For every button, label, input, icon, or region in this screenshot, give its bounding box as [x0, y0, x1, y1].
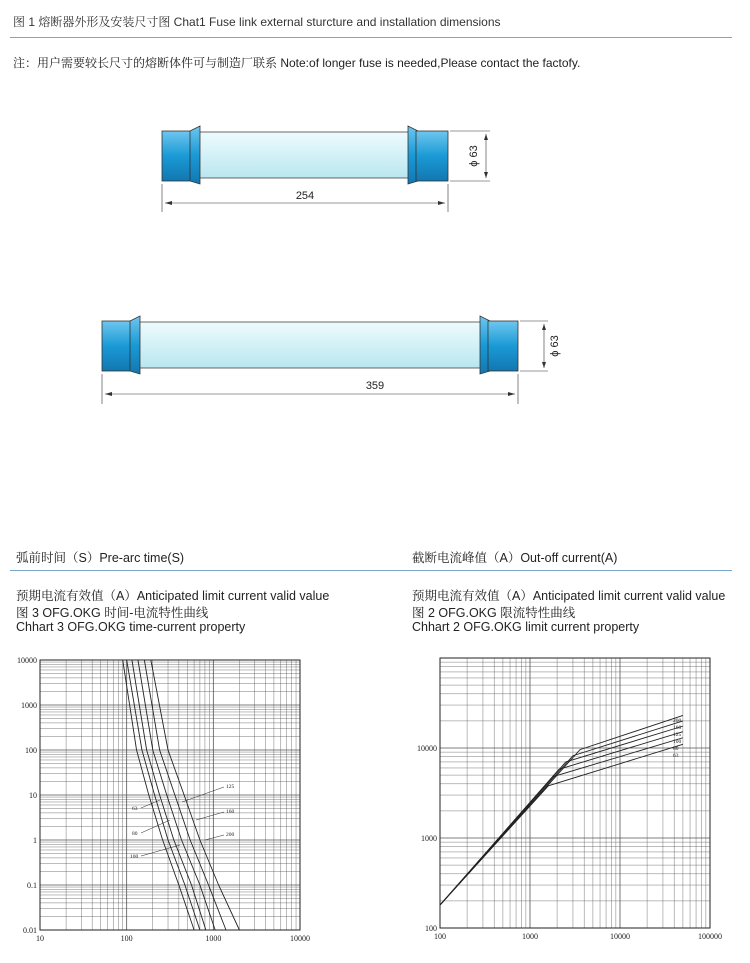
section-divider: [10, 570, 732, 571]
series-label-125: 125: [226, 784, 235, 790]
fuse-left-cap: [162, 131, 192, 181]
x-tick-label: 100: [434, 932, 446, 941]
y-tick-label: 100: [25, 746, 37, 755]
fuse-right-cap: [416, 131, 448, 181]
x-tick-label: 1000: [205, 934, 222, 943]
note-text: 注：用户需要较长尺寸的熔断体件可与制造厂联系 Note:of longer fuse is needed,Please contact the factofy.: [13, 56, 581, 70]
series-label-100: 100: [673, 739, 682, 745]
header-divider: [10, 37, 732, 38]
fuse1-diameter-label: ϕ 63: [468, 145, 480, 167]
fuse2-diameter-label: ϕ 63: [549, 335, 561, 357]
left-figure-cn: 图 3 OFG.OKG 时间-电流特性曲线: [16, 606, 209, 620]
right-xaxis-desc: 预期电流有效值（A）Anticipated limit current valid value: [412, 589, 726, 603]
x-tick-label: 100000: [698, 932, 722, 941]
series-line-100: [440, 732, 683, 905]
series-leader: [141, 845, 180, 856]
y-tick-label: 1: [33, 836, 37, 845]
left-xaxis-desc: 预期电流有效值（A）Anticipated limit current valid value: [16, 589, 330, 603]
right-section-title: 截断电流峰值（A）Out-off current(A): [412, 551, 618, 565]
x-tick-label: 10000: [290, 934, 310, 943]
fuse-drawing-359-dims: [0, 310, 750, 430]
series-label-200: 200: [673, 718, 682, 724]
series-line-80: [440, 738, 683, 905]
y-tick-label: 10000: [17, 656, 37, 665]
series-label-63: 63: [132, 806, 138, 812]
limit-current-chart: [405, 650, 725, 950]
series-line-200: [440, 715, 683, 905]
fuse-body: [198, 132, 410, 178]
fuse-left-ferrule: [190, 126, 200, 184]
series-line-125: [440, 726, 683, 905]
time-current-chart: [0, 650, 310, 950]
y-tick-label: 1000: [421, 834, 437, 843]
series-label-80: 80: [132, 831, 138, 837]
y-tick-label: 0.01: [23, 926, 37, 935]
left-figure-en: Chhart 3 OFG.OKG time-current property: [16, 620, 246, 634]
right-figure-cn: 图 2 OFG.OKG 限流特性曲线: [412, 606, 576, 620]
series-leader: [196, 812, 224, 820]
y-tick-label: 100: [425, 924, 437, 933]
fuse2-length-label: 359: [365, 380, 385, 392]
y-tick-label: 1000: [21, 701, 37, 710]
x-tick-label: 10000: [610, 932, 630, 941]
fuse1-length-label: 254: [295, 190, 315, 202]
series-label-160: 160: [226, 809, 235, 815]
y-tick-label: 0.1: [27, 881, 37, 890]
figure-title: 图 1 熔断器外形及安装尺寸图 Chat1 Fuse link external sturcture and installation dimensions: [13, 15, 501, 29]
series-leader: [205, 835, 224, 840]
series-label-63: 63: [673, 753, 679, 759]
series-label-80: 80: [673, 746, 679, 752]
plot-frame: [440, 658, 710, 928]
series-label-100: 100: [130, 854, 139, 860]
left-section-title: 弧前时间（S）Pre-arc time(S): [16, 551, 185, 565]
series-leader: [182, 787, 224, 802]
series-label-160: 160: [673, 725, 682, 731]
series-label-125: 125: [673, 732, 682, 738]
y-tick-label: 10000: [417, 744, 437, 753]
series-label-200: 200: [226, 832, 235, 838]
x-tick-label: 10: [36, 934, 44, 943]
x-tick-label: 1000: [522, 932, 538, 941]
x-tick-label: 100: [120, 934, 133, 943]
y-tick-label: 10: [29, 791, 37, 800]
right-figure-en: Chhart 2 OFG.OKG limit current property: [412, 620, 640, 634]
